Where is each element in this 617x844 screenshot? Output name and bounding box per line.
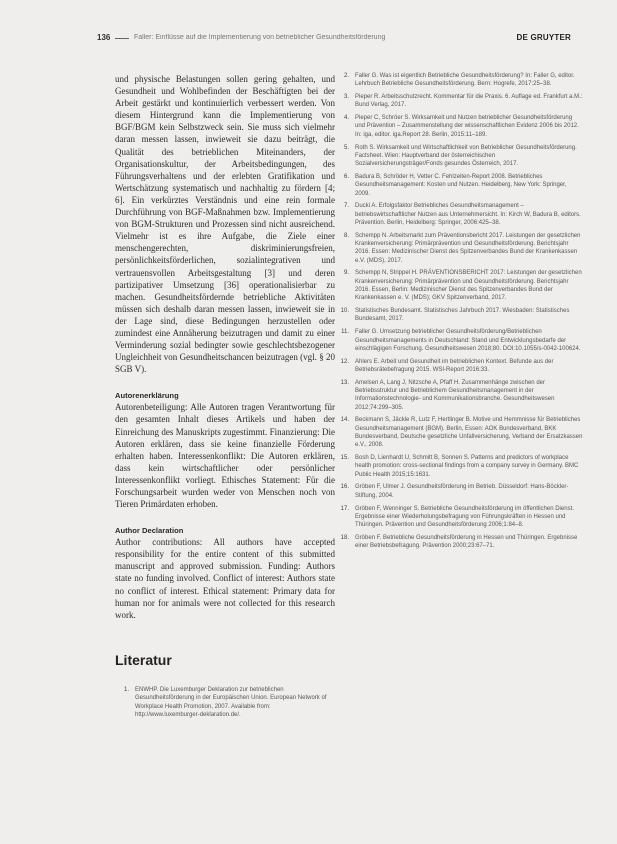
- reference-item: [335, 328, 583, 353]
- reference-number: 5.: [343, 144, 349, 151]
- reference-text: Schempp N, Strippel H. PRÄVENTIONSBERICHT 2017: Leistungen der gesetzlichen Krankenversicherung: Primärprävention und Gesundheitsförderung. Berichtsjahr 2016. Essen, Berlin: Medizinischer Dienst des Spitzenverbandes Bund der Krankenkassen e. V. (MDS); GKV Spitzenverband, 2017.: [355, 270, 582, 302]
- reference-item: [335, 454, 583, 479]
- reference-item: [335, 307, 583, 324]
- reference-number: 15.: [340, 455, 349, 462]
- reference-number: 1.: [123, 687, 129, 693]
- reference-number: 17.: [340, 505, 349, 512]
- reference-item: [335, 173, 583, 198]
- reference-text: Faller G. Was ist eigentlich Betriebliche Gesundheitsförderung? In: Faller G, editor. Lehrbuch Betriebliche Gesundheitsförderung. Bern: Hogrefe, 2017:25–38.: [355, 73, 575, 88]
- left-column: [115, 73, 335, 621]
- reference-text: Ahlers E. Arbeit und Gesundheit im betrieblichen Kontext. Befunde aus der Betriebsrätebefragung 2015. WSI-Report 2016;33.: [355, 358, 554, 373]
- reference-item: [335, 534, 583, 551]
- reference-number: 18.: [340, 534, 349, 541]
- reference-text: Gröben F. Betriebliche Gesundheitsförderung in Hessen und Thüringen. Ergebnisse einer Betriebsbefragung. Prävention 2000;23:67–71.: [355, 534, 578, 550]
- reference-list-right: [335, 72, 583, 555]
- reference-item: [335, 72, 583, 89]
- reference-text: Gröben F, Ulmer J. Gesundheitsförderung im Betrieb. Düsseldorf: Hans-Böckler-Stiftung, 2004.: [355, 484, 569, 499]
- reference-item: [335, 416, 583, 449]
- reference-number: 2.: [343, 73, 349, 79]
- reference-item: [335, 483, 583, 500]
- reference-number: 12.: [340, 358, 349, 365]
- reference-text: Amelsen A, Lang J, Nitzsche A, Pfaff H. Zusammenhänge zwischen der Betriebsstruktur und Betrieblichem Gesundheitsmanagement in der Informationstechnologie- und Kommunikationsbranche. Gesundheitswesen 2012;74:299–305.: [355, 379, 555, 411]
- page-header: [97, 33, 571, 45]
- reference-item: [335, 144, 583, 169]
- reference-number: 7.: [343, 203, 349, 210]
- reference-text: Bosh D, Lienhardt U, Schmitt B, Sonnen S. Patterns and predictors of workplace health promotion: cross-sectional findings from a company survey in Germany. BMC Public Health 2015;15:1631.: [355, 455, 579, 478]
- reference-text: ENWHP. Die Luxemburger Deklaration zur betrieblichen Gesundheitsförderung in der Europäischen Union. European Network of Workplace Health Promotion, 2007. Available from: http://www.luxemburger-deklaration.de/.: [135, 687, 327, 718]
- declaration-paragraph-de: Autorenbeteiligung: Alle Autoren tragen Verantwortung für den gesamten Inhalt dieses Artikels und haben der Einreichung des Manuskripts zugestimmt. Finanzierung: Die Autoren erklären, dass sie keine finanzielle Förderung erhalten haben. Interessenkonflikt: Die Autoren erklären, dass kein wirtschaftlicher oder persönlicher Interessenkonflikt vorliegt. Ethisches Statement: Für die Forschungsarbeit wurden weder von Menschen noch von Tieren Primärdaten erhoben.: [115, 402, 335, 510]
- reference-item: [335, 93, 583, 110]
- reference-number: 4.: [343, 115, 349, 122]
- reference-item: [335, 379, 583, 412]
- reference-number: 9.: [343, 270, 349, 277]
- reference-item: [335, 202, 583, 227]
- reference-text: Schempp N. Arbeitsmarkt zum Präventionsbericht 2017. Leistungen der gesetzlichen Krankenversicherung: Primärprävention und Gesundheitsförderung. Berichtsjahr 2016. Essen: Medizinischer Dienst des Spitzenverbandes Bund der Krankenkassen e.V. (MDS), 2017.: [355, 232, 581, 264]
- reference-number: 14.: [340, 417, 349, 424]
- reference-item: [335, 269, 583, 302]
- reference-text: Gröben F, Wenninger S. Betriebliche Gesundheitsförderung im öffentlichen Dienst. Ergebnisse einer Wiederholungsbefragung von Führungskräften in Hessen und Thüringen. Prävention und Gesundheitsförderung 2006;1:84–8.: [355, 505, 574, 529]
- reference-number: 11.: [341, 329, 349, 336]
- reference-number: 10.: [340, 308, 349, 315]
- publisher-logo: DE GRUYTER: [516, 33, 571, 42]
- reference-number: 6.: [343, 173, 349, 180]
- reference-text: Beckmann S, Jäckle R, Lutz F, Hertlinger B. Motive und Hemmnisse für Betriebliches Gesundheitsmanagement (BGM). Berlin, Essen: AOK Bundesverband, BKK Bundesverband, Deutsche gesetzliche Unfallversicherung, Verband der Ersatzkassen e.V., 2008.: [355, 417, 583, 449]
- reference-text: Pieper R. Arbeitsschutzrecht. Kommentar für die Praxis. 6. Auflage ed. Frankfurt a.M.: Bund Verlag, 2017.: [355, 94, 583, 109]
- reference-text: Badura B, Schröder H, Vetter C. Fehlzeiten-Report 2008. Betriebliches Gesundheitsmanagement: Kosten und Nutzen. Heidelberg, New York: Springer, 2009.: [355, 173, 567, 197]
- reference-item: [335, 358, 583, 375]
- reference-number: 13.: [340, 379, 349, 386]
- literature-heading: Literatur: [115, 652, 172, 668]
- declaration-paragraph-en: Author contributions: All authors have accepted responsibility for the entire content of this submitted manuscript and approved submission. Funding: Authors state no funding involved. Conflict of interest: Authors state no conflict of interest. Ethical statement: Primary data for human nor for animals were not collected for this research work.: [115, 537, 335, 620]
- reference-text: Statistisches Bundesamt. Statistisches Jahrbuch 2017. Wiesbaden: Statistisches Bundesamt, 2017.: [355, 308, 570, 323]
- reference-item: [335, 232, 583, 265]
- header-divider: [115, 38, 129, 39]
- reference-text: Pieper C, Schröer S. Wirksamkeit und Nutzen betrieblicher Gesundheitsförderung und Prävention – Zusammenstellung der wissenschaftlichen Evidenz 2006 bis 2012. In: iga, editor. iga.Report 28. Berlin, 2015:11–189.: [355, 115, 579, 138]
- reference-text: Ducki A. Erfolgsfaktor Betriebliches Gesundheitsmanagement – betriebswirtschaftlicher Nutzen aus Unternehmersicht. In: Kirch W, Badura B, editors. Prävention. Berlin, Heidelberg: Springer, 2006:425–38.: [355, 203, 581, 226]
- reference-number: 8.: [343, 232, 349, 239]
- reference-text: Faller G. Umsetzung betrieblicher Gesundheitsförderung/Betrieblichen Gesundheitsmanagements in Deutschland: Stand und Entwicklungsbedarfe der einschlägigen Forschung. Gesundheitswesen 2018;80. DOI:10.1055/s-0042-100624.: [355, 329, 581, 352]
- reference-text: Roth S. Wirksamkeit und Wirtschaftlichkeit von Betrieblicher Gesundheitsförderung. Factsheet. Wien: Hauptverband der österreichischen Sozialversicherungsträger/Fonds gesundes Österreich, 2017.: [355, 144, 577, 168]
- reference-item: [335, 505, 583, 530]
- reference-item: [115, 686, 329, 719]
- reference-number: 3.: [343, 94, 349, 101]
- section-heading-de: Autorenerklärung: [115, 391, 179, 401]
- reference-list-left: [115, 686, 329, 719]
- reference-item: [335, 114, 583, 139]
- running-title: Faller: Einflüsse auf die Implementierung von betrieblicher Gesundheitsförderung: [134, 34, 386, 41]
- reference-number: 16.: [340, 484, 349, 491]
- body-paragraph: und physische Belastungen sollen gering gehalten, und Gesundheit und Wohlbefinden der Beschäftigten bei der Arbeit gestärkt und kontinuierlich verbessert werden. Von diesem Hintergrund kann die Implementierung von BGF/BGM kein Selbstzweck sein. Sie muss sich vielmehr daran messen lassen, inwieweit sie dazu beiträgt, die Qualität des betrieblichen Miteinanders, der Organisationskultur, der Arbeitsbedingungen, des Führungsverhaltens und der erlebten Gratifikation und Wertschätzung systematisch und nachhaltig zu fördern [4; 6]. Ein verkürztes Verständnis und eine rein formale Durchführung von BGF-Maßnahmen bzw. Implementierung von BGM-Strukturen und Prozessen sind nicht ausreichend. Vielmehr ist es ihre Aufgabe, die Ziele einer menschengerechten, diskriminierungsfreien, persönlichkeitsförderlichen, sozialintegrativen und vertrauensvollen Arbeitsgestaltung [3] und deren partizipativer Umsetzung [36] operationalisierbar zu machen. Gesundheitsfördernde betriebliche Aktivitäten müssen sich deshalb daran messen lassen, inwieweit sie in der Lage sind, diese Bedingungen herzustellen oder zumindest eine Annäherung beizutragen und damit zu einer Verminderung sozial bedingter sowie geschlechtsbezogener Ungleichheit von Gesundheitschancen beizutragen (vgl. § 20 SGB V).: [115, 74, 335, 375]
- section-heading-en: Author Declaration: [115, 526, 184, 536]
- page-number: 136: [97, 33, 111, 42]
